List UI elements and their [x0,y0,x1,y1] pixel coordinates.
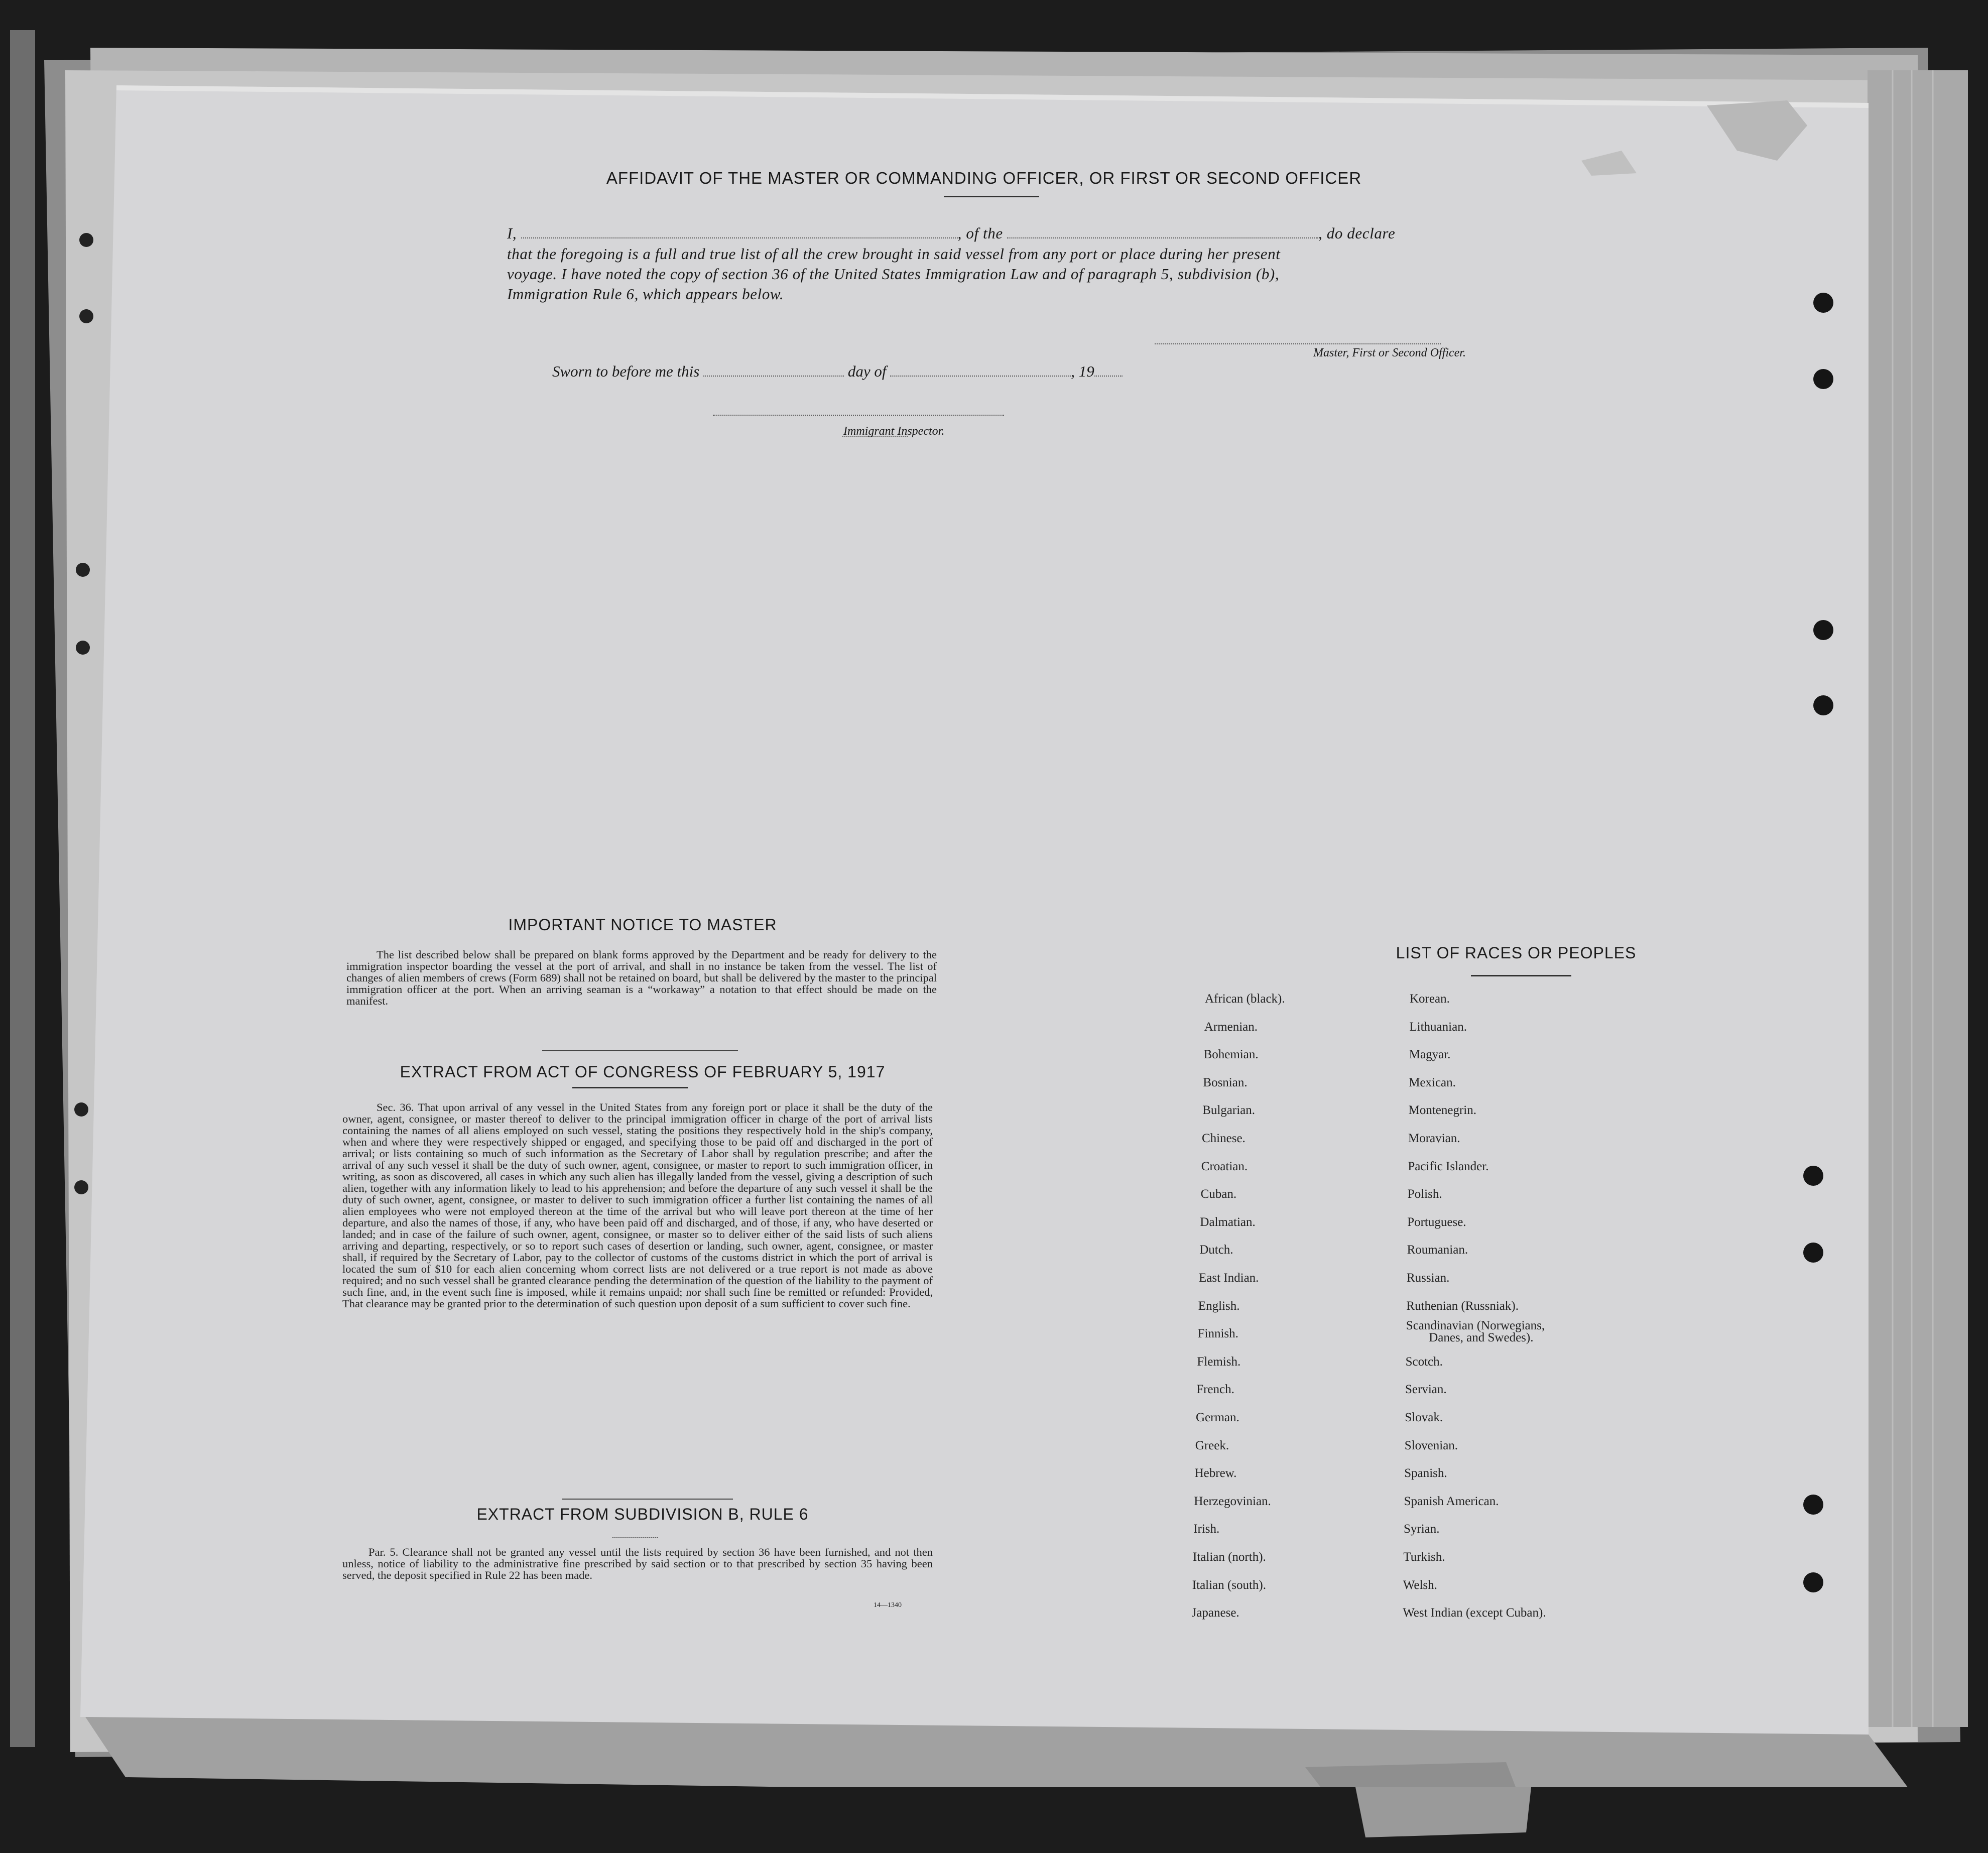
race-item: Ruthenian (Russniak). [1406,1299,1519,1313]
race-item: Italian (south). [1192,1578,1266,1592]
inspector-signature-field[interactable] [713,415,1004,416]
main-sheet [80,85,1869,1735]
race-item: West Indian (except Cuban). [1403,1606,1546,1620]
master-name-field[interactable] [521,227,958,238]
race-item: Croatian. [1201,1159,1248,1173]
binding-hole-icon [76,563,90,577]
binding-hole-icon [79,233,93,247]
extract-act-title: EXTRACT FROM ACT OF CONGRESS OF FEBRUARY 5, 1917 [400,1063,886,1081]
binding-hole-icon [1813,695,1833,715]
race-item: Lithuanian. [1409,1020,1467,1034]
binding-hole-icon [1803,1495,1823,1515]
race-item: Herzegovinian. [1194,1494,1271,1508]
left-page-edge [10,30,35,1747]
race-item: Portuguese. [1407,1215,1466,1229]
year-prefix: , 19 [1071,362,1094,380]
binding-hole-icon [1813,293,1833,313]
affidavit-do-declare: , do declare [1318,224,1396,242]
race-item: Magyar. [1409,1048,1451,1062]
race-item: Slovak. [1405,1411,1443,1424]
title-underline [944,196,1039,197]
divider [562,1499,733,1500]
binding-hole-icon [1813,369,1833,389]
race-item: East Indian. [1199,1271,1259,1285]
race-item: Dutch. [1199,1243,1233,1257]
race-item: Scotch. [1405,1354,1443,1369]
race-item: Scandinavian (Norwegians, [1406,1319,1545,1333]
race-item: Montenegrin. [1408,1103,1476,1118]
binding-hole-icon [74,1102,88,1117]
notice-text: The list described below shall be prepared on blank forms approved by the Department and be ready for delivery to the immigration inspector boarding the vessel at the port of arrival, and shall in no instance be taken from the vessel. The list of changes of alien members of crews (Form 689) shall not be retained on board, but shall be delivered by the master to the principal immigration officer at the port. When an arriving seaman is a “workaway” a notation to that effect should be made on the manifest. [346,948,937,1007]
affidavit-line-2: that the foregoing is a full and true list of all the crew brought in said vessel from any port or place during her present [507,245,1281,263]
race-item: Greek. [1195,1438,1229,1452]
notice-title: IMPORTANT NOTICE TO MASTER [508,916,777,934]
form-number: 14—1340 [874,1601,902,1609]
race-item: Hebrew. [1194,1466,1237,1480]
race-item: French. [1196,1383,1234,1397]
affidavit-title: AFFIDAVIT OF THE MASTER OR COMMANDING OFFICER, OR FIRST OR SECOND OFFICER [606,169,1362,187]
affidavit-of-the: , of the [957,224,1003,242]
binding-hole-icon [74,1180,88,1194]
sworn-year-field[interactable] [1094,365,1123,377]
race-item: Finnish. [1197,1327,1238,1341]
extract-rule-title: EXTRACT FROM SUBDIVISION B, RULE 6 [476,1505,809,1523]
affidavit-line-3: voyage. I have noted the copy of section 36 of the United States Immigration Law and of paragraph 5, subdivision (b), [507,265,1280,283]
race-item: Bohemian. [1203,1048,1259,1062]
race-item: Irish. [1193,1522,1220,1536]
binding-hole-icon [1813,620,1833,640]
sworn-text: Sworn to before me this [552,362,700,380]
race-item: African (black). [1205,992,1285,1006]
binding-hole-icon [1803,1243,1823,1263]
races-title: LIST OF RACES OR PEOPLES [1396,944,1637,962]
race-item: Pacific Islander. [1408,1159,1489,1173]
divider [542,1050,738,1051]
binding-hole-icon [76,641,90,655]
race-item: Spanish American. [1404,1494,1499,1508]
title-underline [1471,975,1571,976]
race-item: Japanese. [1191,1606,1239,1620]
race-item: Moravian. [1408,1132,1460,1145]
race-item: Korean. [1410,992,1450,1006]
race-item: Turkish. [1403,1550,1445,1564]
day-of-text: day of [847,362,887,380]
sworn-line [552,362,1123,381]
race-item: Bosnian. [1203,1075,1248,1089]
race-item: Flemish. [1197,1354,1241,1369]
binding-hole-icon [1803,1572,1823,1592]
affidavit-i: I, [507,224,517,242]
vessel-name-field[interactable] [1007,227,1318,238]
race-item: Armenian. [1204,1020,1258,1034]
inspector-label: Immigrant Inspector. [843,425,945,438]
master-signature-label: Master, First or Second Officer. [1313,346,1466,359]
race-item: Servian. [1405,1383,1447,1397]
race-item: Italian (north). [1193,1550,1266,1564]
right-sheet-edge [1868,70,1968,1727]
race-item: Welsh. [1403,1578,1437,1592]
title-underline [612,1537,658,1538]
race-item: Slovenian. [1404,1438,1458,1452]
race-item: English. [1198,1299,1240,1313]
sworn-month-field[interactable] [890,365,1071,377]
master-signature-field[interactable] [1155,343,1441,344]
race-item: Bulgarian. [1202,1103,1256,1118]
race-item: Danes, and Swedes). [1429,1331,1534,1345]
race-item: Mexican. [1409,1075,1456,1089]
binding-hole-icon [79,309,93,323]
race-item: Roumanian. [1407,1243,1468,1257]
race-item: Polish. [1407,1187,1442,1201]
race-item: Dalmatian. [1200,1215,1256,1229]
race-item: German. [1196,1411,1239,1424]
title-underline [572,1087,688,1088]
affidavit-line-4: Immigration Rule 6, which appears below. [507,285,784,303]
sworn-day-field[interactable] [703,365,844,377]
race-item: Spanish. [1404,1466,1447,1480]
race-item: Chinese. [1202,1132,1246,1145]
race-item: Cuban. [1200,1187,1237,1201]
race-item: Russian. [1407,1271,1450,1285]
affidavit-line-1 [507,224,1476,242]
section-36-text: Sec. 36. That upon arrival of any vessel in the United States from any foreign port or place it shall be the duty of the owner, agent, consignee, or master thereof to deliver to the principal immigration officer in charge of the port of arrival lists containing the names of all aliens employed on such vessel, stating the positions they respectively hold in the ship's company, when and where they were respectively shipped or engaged, and specifying those to be paid off and discharged in the port of arrival; or lists containing so much of such information as the Secretary of Labor shall by regulation prescribe; and after the arrival of any such vessel it shall be the duty of such owner, agent, consignee, or master to report to such immigration officer, in writing, as soon as discovered, all cases in which any such alien has illegally landed from the vessel, giving a description of such alien, together with any information likely to lead to his apprehension; and before the departure of any such vessel it shall be the duty of such owner, agent, consignee, or master to deliver to such immigration officer a further list containing the names of all alien employees who were not employed thereon at the time of the arrival but who will leave port thereon at the time of her departure, and also the names of those, if any, who have been paid off and discharged, and of those, if any, who have deserted or landed; and in case of the failure of such owner, agent, consignee, or master so to deliver either of the said lists of such aliens arriving and departing, respectively, or so to report such cases of desertion or landing, such owner, agent, consignee, or master shall, if required by the Secretary of Labor, pay to the collector of customs of the customs district in which the port of arrival is located the sum of $10 for each alien concerning whom correct lists are not delivered or a true report is not made as above required; and no such vessel shall be granted clearance pending the determination of the question of the liability to the payment of such fine, and, in the event such fine is imposed, while it remains unpaid; nor shall such fine be remitted or refunded: Provided, That clearance may be granted prior to the determination of such question upon deposit of a sum sufficient to cover such fine. [342,1101,933,1310]
race-item: Syrian. [1404,1522,1440,1536]
paragraph-5-text: Par. 5. Clearance shall not be granted any vessel until the lists required by section 36 have been furnished, and not then unless, notice of liability to the administrative fine prescribed by said section or to that prescribed by section 35 having been served, the deposit specified in Rule 22 has been made. [342,1546,933,1581]
binding-hole-icon [1803,1166,1823,1186]
